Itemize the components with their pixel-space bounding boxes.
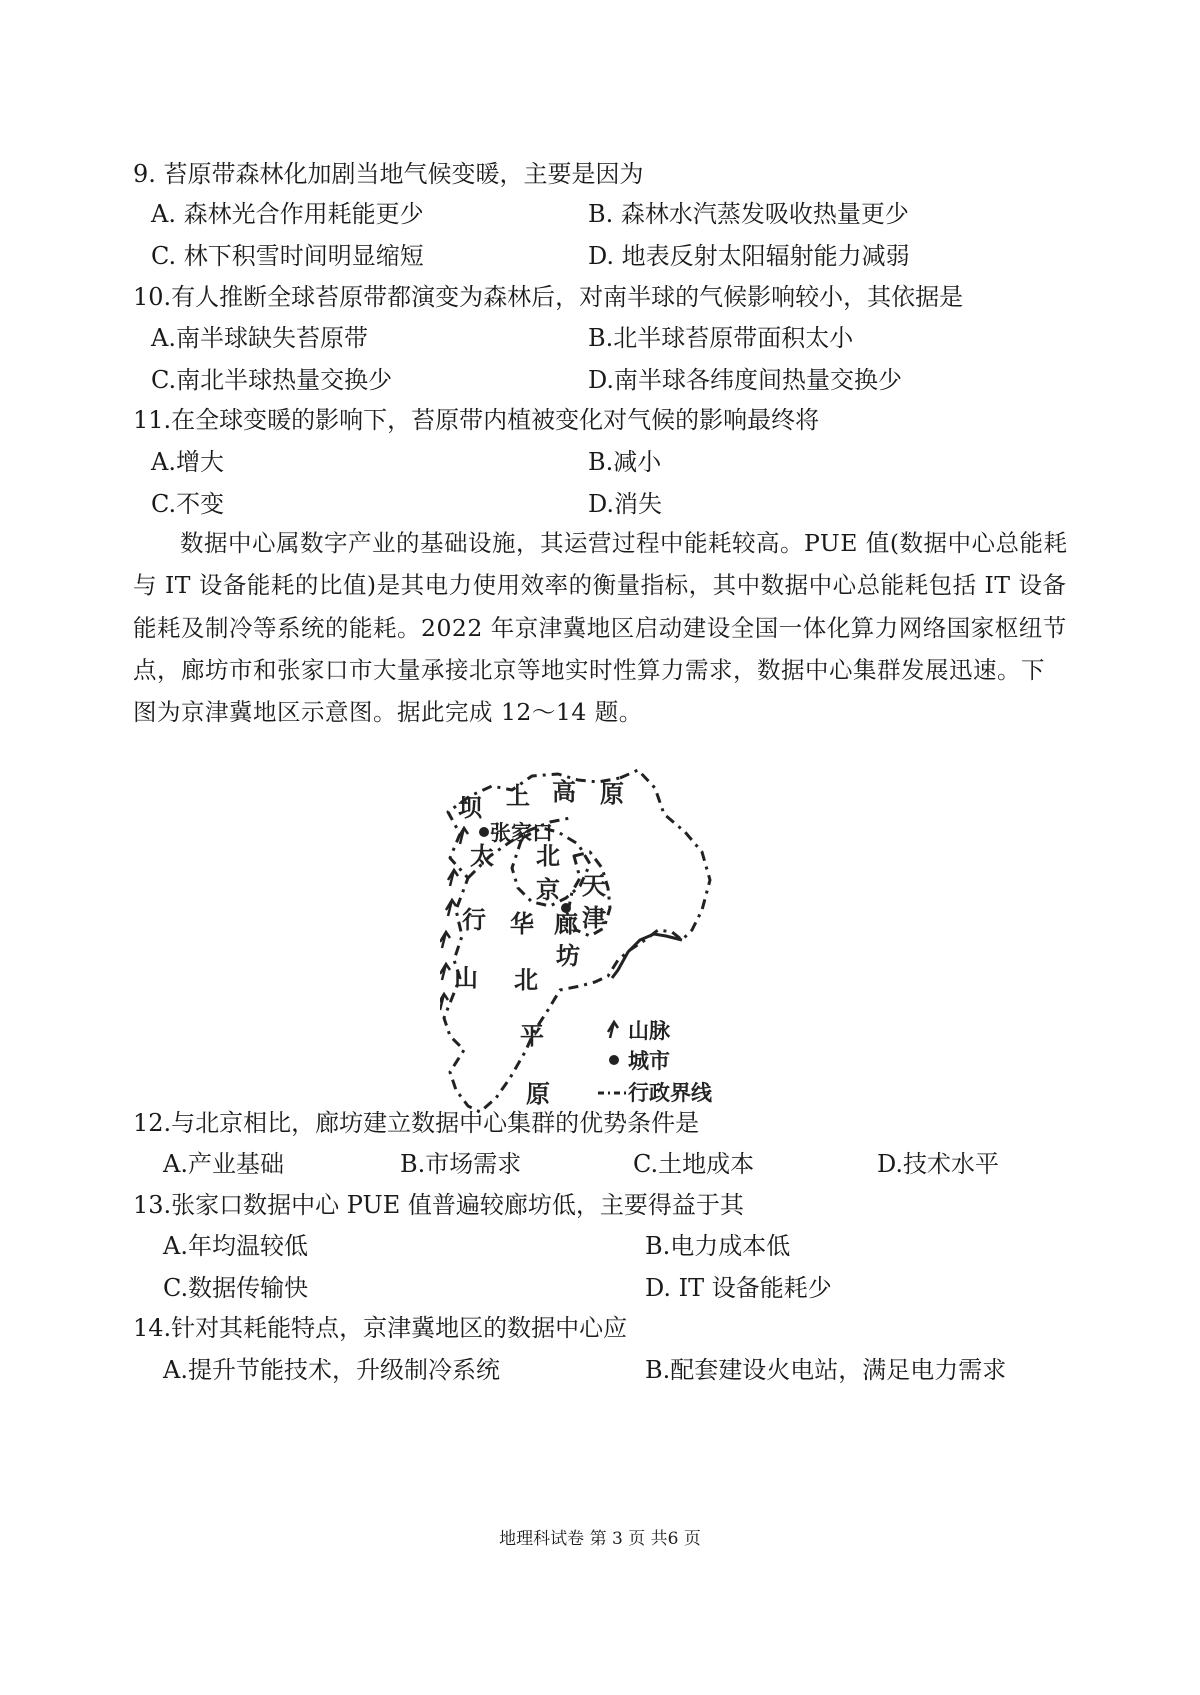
q9-stem: 9. 苔原带森林化加剧当地气候变暖，主要是因为 bbox=[133, 160, 644, 188]
q13-option-a: A.年均温较低 bbox=[163, 1232, 308, 1260]
q9-option-a: A. 森林光合作用耗能更少 bbox=[151, 200, 424, 228]
q11-stem: 11.在全球变暖的影响下，苔原带内植被变化对气候的影响最终将 bbox=[133, 406, 820, 434]
q12-option-a: A.产业基础 bbox=[163, 1150, 284, 1178]
q13-option-d: D. IT 设备能耗少 bbox=[645, 1274, 832, 1302]
mountain-icon bbox=[446, 900, 456, 916]
label-beijing-1: 北 bbox=[536, 842, 560, 870]
passage-line-2: 与 IT 设备能耗的比值)是其电力使用效率的衡量指标，其中数据中心总能耗包括 IT 设备 bbox=[133, 571, 1067, 599]
legend-border-label: 行政界线 bbox=[628, 1081, 712, 1105]
page-footer: 地理科试卷 第 3 页 共6 页 bbox=[499, 1529, 701, 1549]
label-tianjin-1: 天 bbox=[582, 872, 606, 900]
label-bashang-1: 坝 bbox=[458, 794, 482, 822]
mountain-icon bbox=[448, 870, 458, 886]
label-huabei-4: 原 bbox=[526, 1080, 550, 1108]
q11-option-c: C.不变 bbox=[151, 490, 225, 518]
q12-stem: 12.与北京相比，廊坊建立数据中心集群的优势条件是 bbox=[133, 1109, 700, 1137]
q9-option-c: C. 林下积雪时间明显缩短 bbox=[151, 242, 424, 270]
passage-line-5: 图为京津冀地区示意图。据此完成 12～14 题。 bbox=[133, 698, 643, 726]
q10-option-c: C.南北半球热量交换少 bbox=[151, 366, 393, 394]
mountain-icon bbox=[440, 964, 450, 980]
q10-option-d: D.南半球各纬度间热量交换少 bbox=[588, 366, 903, 394]
zhangjiakou-city-dot bbox=[479, 827, 489, 837]
mountain-icon bbox=[440, 932, 450, 948]
q14-stem: 14.针对其耗能特点，京津冀地区的数据中心应 bbox=[133, 1314, 628, 1342]
legend-city-dot bbox=[609, 1055, 619, 1065]
label-huabei-2: 北 bbox=[514, 966, 538, 994]
passage-line-3: 能耗及制冷等系统的能耗。2022 年京津冀地区启动建设全国一体化算力网络国家枢纽节 bbox=[133, 614, 1067, 642]
label-tianjin-2: 津 bbox=[582, 904, 606, 932]
hebei-outer-border bbox=[444, 770, 710, 1112]
label-langfang-1: 廊 bbox=[554, 910, 578, 938]
label-taihang-3: 山 bbox=[454, 964, 478, 992]
label-bashang-3: 高 bbox=[552, 778, 576, 806]
passage-line-4: 点，廊坊市和张家口市大量承接北京等地实时性算力需求，数据中心集群发展迅速。下 bbox=[133, 656, 1045, 684]
label-beijing-2: 京 bbox=[536, 876, 560, 904]
q13-option-c: C.数据传输快 bbox=[163, 1274, 309, 1302]
label-taihang-1: 太 bbox=[470, 842, 494, 870]
q12-option-c: C.土地成本 bbox=[633, 1150, 755, 1178]
q13-option-b: B.电力成本低 bbox=[645, 1232, 791, 1260]
label-huabei-1: 华 bbox=[510, 910, 534, 938]
q14-option-b: B.配套建设火电站，满足电力需求 bbox=[645, 1356, 1007, 1384]
q13-stem: 13.张家口数据中心 PUE 值普遍较廊坊低，主要得益于其 bbox=[133, 1191, 744, 1219]
legend-mountain-icon bbox=[608, 1022, 618, 1038]
q10-option-b: B.北半球苔原带面积太小 bbox=[588, 324, 854, 352]
q14-option-a: A.提升节能技术，升级制冷系统 bbox=[163, 1356, 500, 1384]
map-legend bbox=[598, 1019, 713, 1105]
legend-mountain-label: 山脉 bbox=[628, 1019, 670, 1043]
q9-option-b: B. 森林水汽蒸发吸收热量更少 bbox=[588, 200, 909, 228]
label-taihang-2: 行 bbox=[462, 906, 486, 934]
label-bashang-4: 原 bbox=[600, 780, 624, 808]
mountain-icon bbox=[458, 828, 468, 844]
label-huabei-3: 平 bbox=[520, 1022, 544, 1050]
label-bashang-2: 上 bbox=[506, 782, 530, 810]
q12-option-d: D.技术水平 bbox=[877, 1150, 1000, 1178]
q12-option-b: B.市场需求 bbox=[400, 1150, 522, 1178]
legend-city-label: 城市 bbox=[628, 1049, 670, 1073]
jingjinji-map bbox=[440, 760, 780, 1140]
q10-stem: 10.有人推断全球苔原带都演变为森林后，对南半球的气候影响较小，其依据是 bbox=[133, 283, 964, 311]
q11-option-b: B.减小 bbox=[588, 448, 662, 476]
q9-option-d: D. 地表反射太阳辐射能力减弱 bbox=[588, 242, 910, 270]
q11-option-d: D.消失 bbox=[588, 490, 663, 518]
label-zhangjiakou: 张家口 bbox=[490, 821, 553, 845]
q11-option-a: A.增大 bbox=[151, 448, 224, 476]
q10-option-a: A.南半球缺失苔原带 bbox=[151, 324, 368, 352]
passage-line-1: 数据中心属数字产业的基础设施，其运营过程中能耗较高。PUE 值(数据中心总能耗 bbox=[180, 529, 1068, 557]
label-langfang-2: 坊 bbox=[556, 942, 580, 970]
